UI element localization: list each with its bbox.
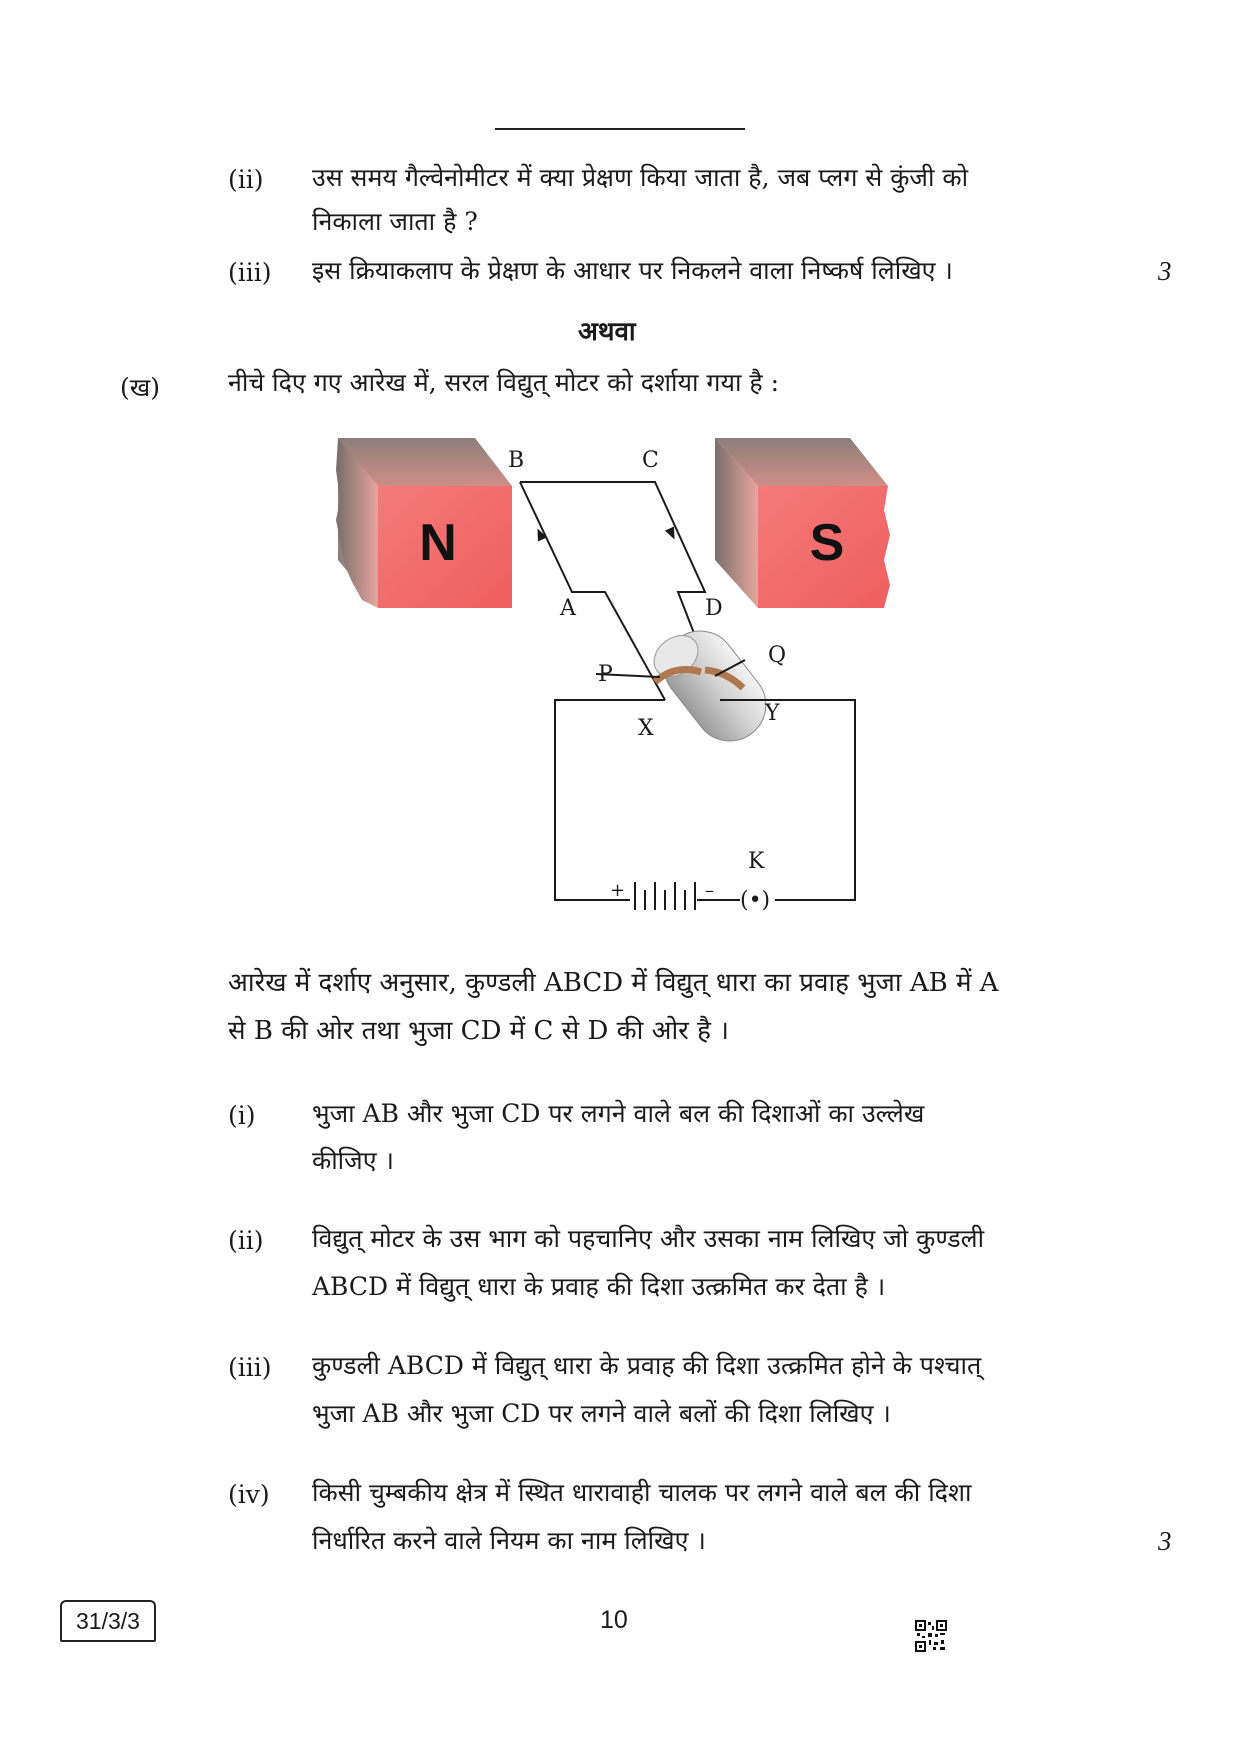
question-text: कीजिए । — [312, 1146, 394, 1175]
question-number: (ii) — [228, 1226, 264, 1255]
label-y: Y — [765, 701, 780, 726]
desc-line: आरेख में दर्शाए अनुसार, कुण्डली ABCD में विद्युत् धारा का प्रवाह भुजा AB में A — [228, 968, 999, 998]
label-b: B — [508, 448, 525, 473]
south-magnet — [715, 438, 890, 608]
label-d: D — [705, 596, 723, 621]
part-label: (ख) — [120, 373, 160, 402]
or-heading: अथवा — [578, 317, 636, 347]
label-x: X — [638, 716, 654, 741]
marks: 3 — [1158, 256, 1172, 286]
top-divider — [495, 128, 745, 130]
question-number: (ii) — [228, 165, 264, 194]
question-text: भुजा AB और भुजा CD पर लगने वाले बलों की दिशा लिखिए । — [312, 1399, 891, 1428]
magnet-n-label: N — [419, 514, 457, 572]
question-text: निर्धारित करने वाले नियम का नाम लिखिए । — [312, 1526, 706, 1555]
electric-motor-diagram — [330, 430, 900, 910]
battery-plus: + — [610, 880, 626, 901]
paper-code: 31/3/3 — [60, 1600, 156, 1642]
question-text: इस क्रियाकलाप के प्रेक्षण के आधार पर निकलने वाला निष्कर्ष लिखिए । — [312, 256, 953, 285]
label-q: Q — [768, 643, 787, 668]
label-p: P — [598, 662, 613, 687]
question-number: (iii) — [228, 258, 272, 287]
key-symbol: (•) — [740, 888, 771, 910]
magnet-s-label: S — [809, 514, 845, 572]
qr-code-icon — [915, 1620, 947, 1652]
question-text: विद्युत् मोटर के उस भाग को पहचानिए और उसका नाम लिखिए जो कुण्डली — [312, 1224, 985, 1253]
question-number: (iii) — [228, 1353, 272, 1382]
question-text: भुजा AB और भुजा CD पर लगने वाले बल की दिशाओं का उल्लेख — [312, 1099, 925, 1128]
north-magnet — [336, 438, 512, 608]
question-number: (i) — [228, 1101, 256, 1130]
commutator — [646, 617, 780, 756]
battery-minus: – — [705, 880, 714, 901]
label-c: C — [642, 448, 659, 473]
question-text: ABCD में विद्युत् धारा के प्रवाह की दिशा उत्क्रमित कर देता है । — [312, 1272, 886, 1301]
battery — [635, 882, 695, 910]
page-number: 10 — [600, 1606, 628, 1634]
question-text: किसी चुम्बकीय क्षेत्र में स्थित धारावाही चालक पर लगने वाले बल की दिशा — [312, 1478, 972, 1507]
question-number: (iv) — [228, 1480, 270, 1509]
question-text: निकाला जाता है ? — [312, 207, 478, 236]
part-intro: नीचे दिए गए आरेख में, सरल विद्युत् मोटर को दर्शाया गया है : — [228, 368, 780, 397]
question-text: कुण्डली ABCD में विद्युत् धारा के प्रवाह की दिशा उत्क्रमित होने के पश्चात् — [312, 1351, 982, 1380]
label-k: K — [748, 849, 765, 874]
question-text: उस समय गैल्वेनोमीटर में क्या प्रेक्षण किया जाता है, जब प्लग से कुंजी को — [312, 163, 969, 192]
label-a: A — [560, 596, 576, 621]
marks: 3 — [1158, 1526, 1172, 1556]
desc-line: से B की ओर तथा भुजा CD में C से D की ओर है । — [228, 1016, 729, 1046]
